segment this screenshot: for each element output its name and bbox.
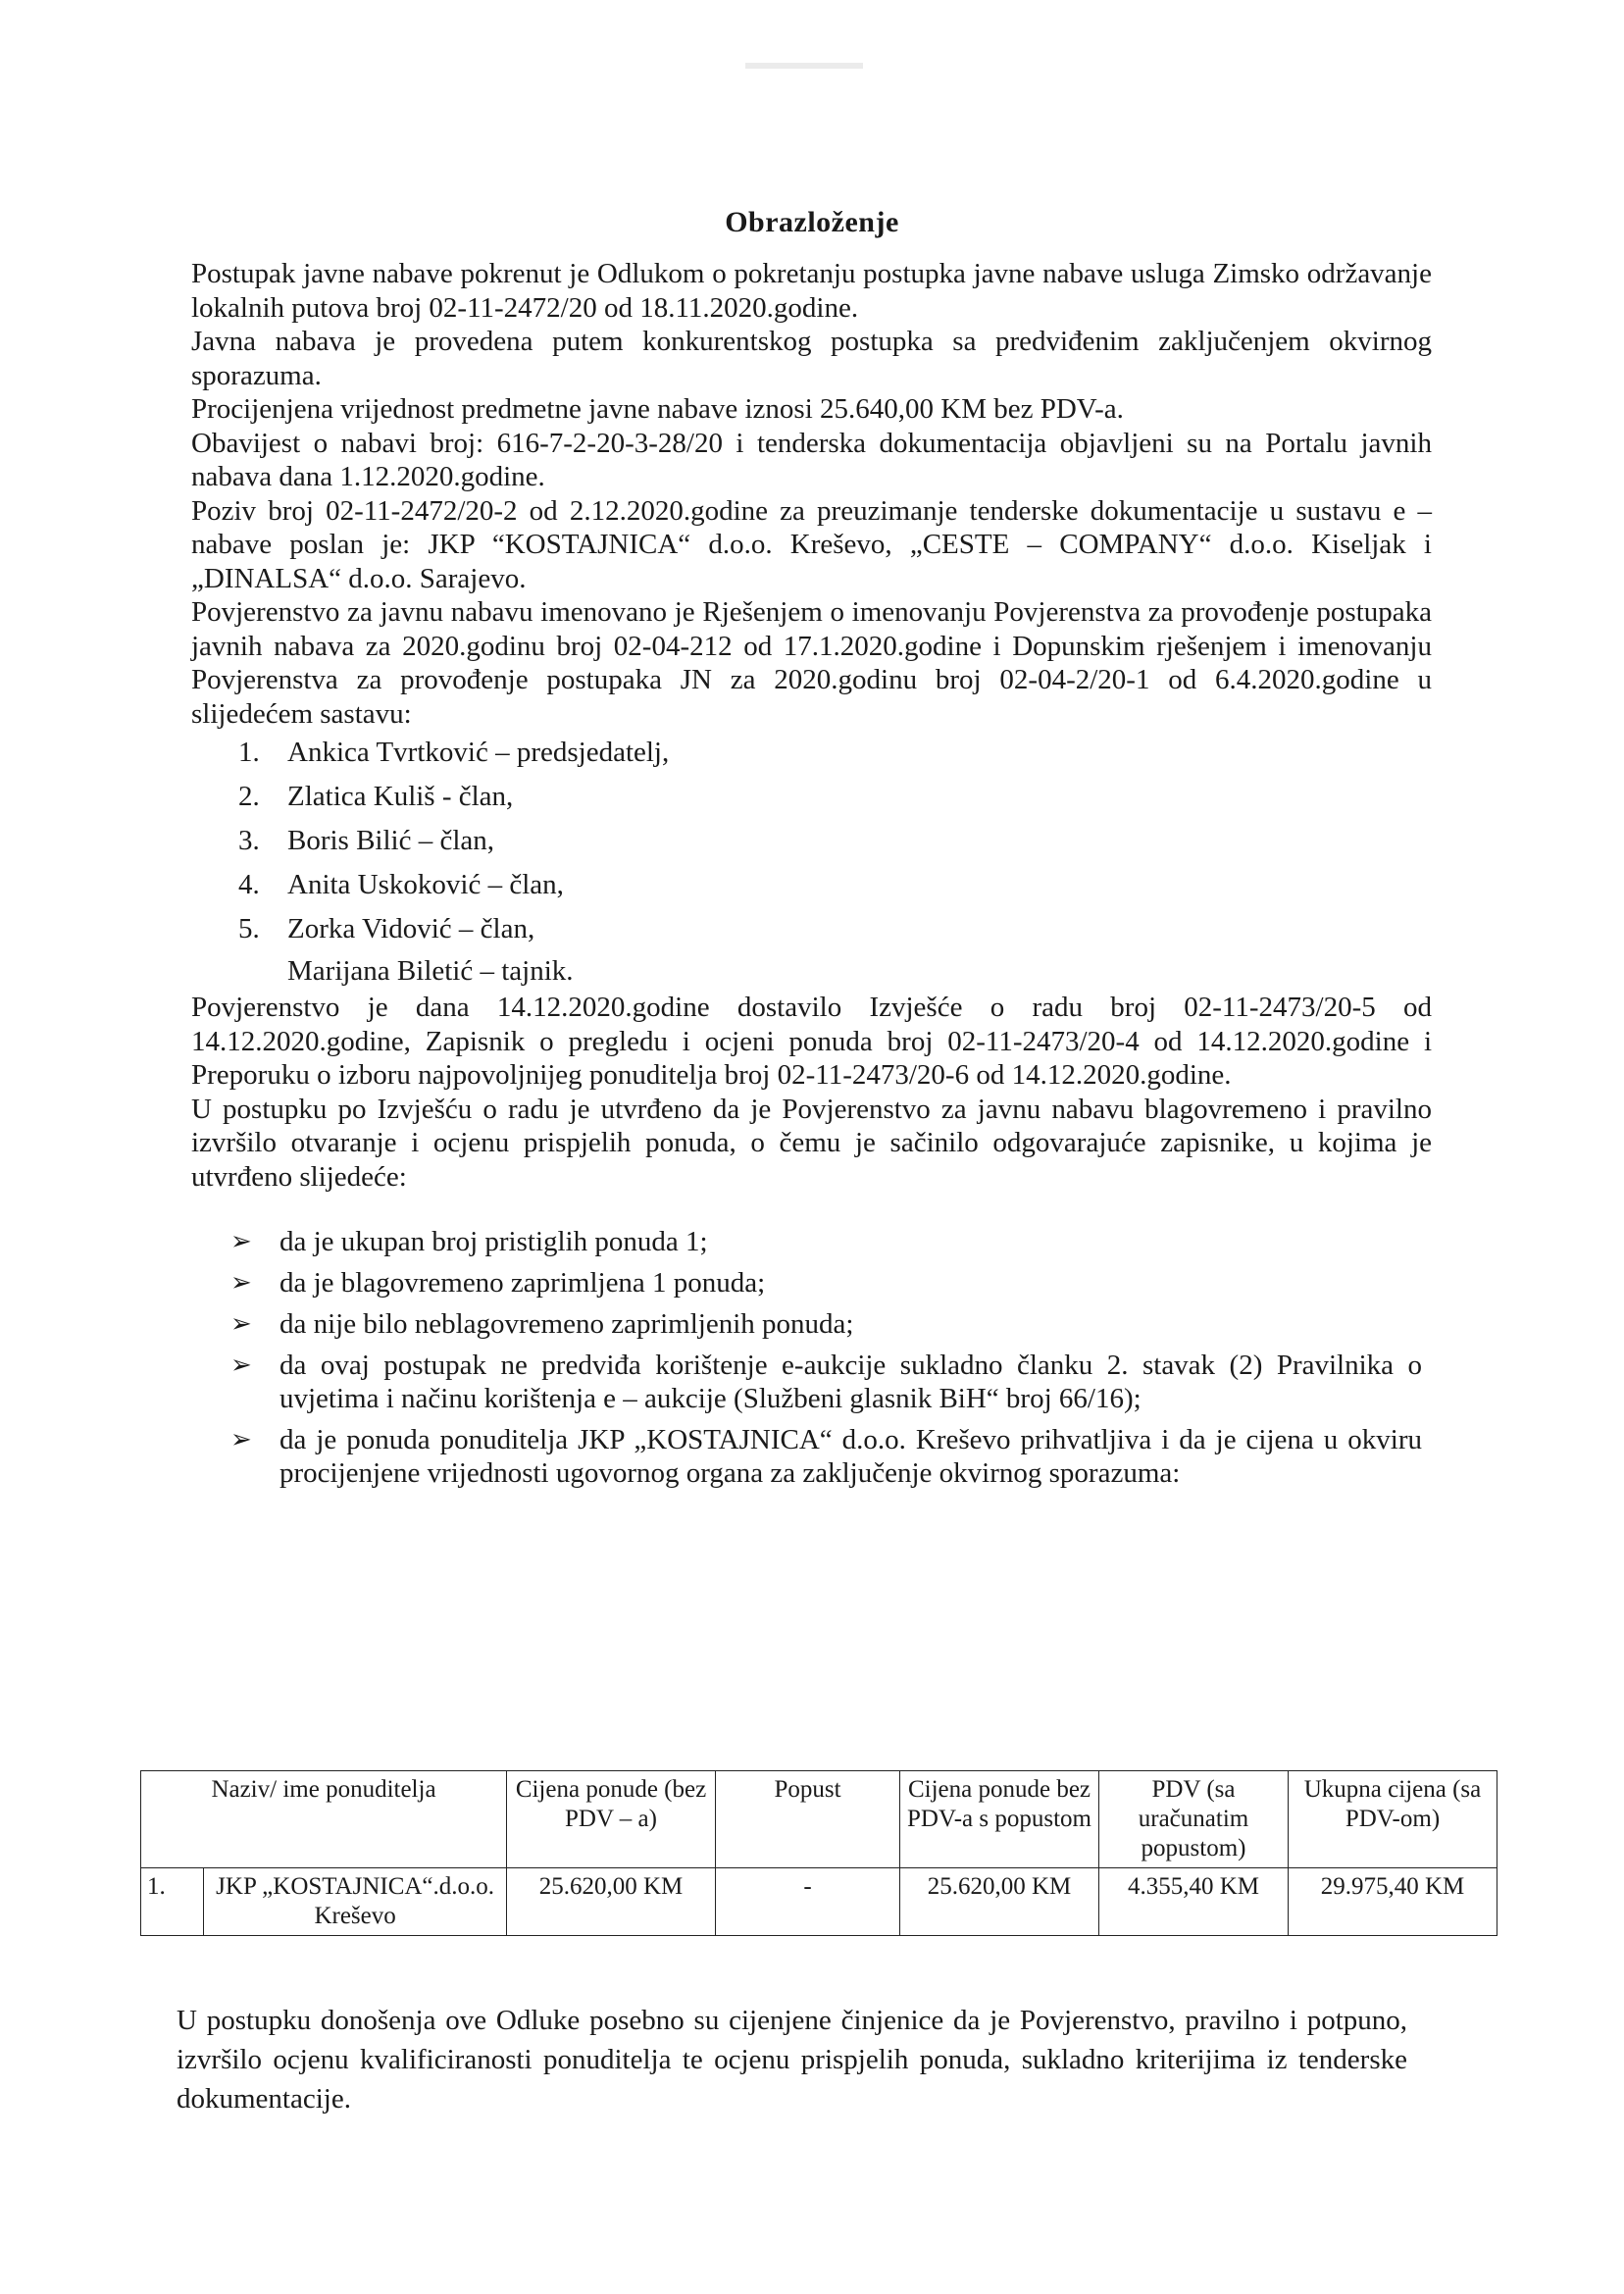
table-header-cell: Naziv/ ime ponuditelja	[141, 1771, 507, 1868]
committee-members-list	[191, 731, 1432, 991]
table-header-cell: Ukupna cijena (sa PDV-om)	[1289, 1771, 1497, 1868]
table-cell-num: 1.	[141, 1868, 204, 1936]
list-item: Marijana Biletić – tajnik.	[287, 955, 574, 987]
table-cell-discount: -	[716, 1868, 900, 1936]
table-header-cell: PDV (sa uračunatim popustom)	[1099, 1771, 1289, 1868]
list-item: 5. Zorka Vidović – član,	[238, 913, 535, 944]
arrowhead-icon: ➢	[230, 1351, 252, 1379]
paragraph: Procijenjena vrijednost predmetne javne nabave iznosi 25.640,00 KM bez PDV-a.	[191, 393, 1124, 425]
table-cell-total: 29.975,40 KM	[1289, 1868, 1497, 1936]
document-title: Obrazloženje	[725, 206, 899, 238]
bids-table-wrapper	[140, 1770, 1497, 1936]
paragraph: Povjerenstvo je dana 14.12.2020.godine dostavilo Izvješće o radu broj 02-11-2473/20-5 od 14.12.2020.godine, Zapisnik o pregledu i ocjeni ponuda broj 02-11-2473/20-4 od 14.12.2020.godine i Preporuku o izboru najpovoljnijeg ponuditelja broj 02-11-2473/20-6 od 14.12.2020.godine.	[191, 992, 1432, 1091]
list-item: 4. Anita Uskoković – član,	[238, 869, 564, 900]
arrowhead-icon: ➢	[230, 1227, 252, 1255]
paragraph: Javna nabava je provedena putem konkurentskog postupka sa predviđenim zaključenjem okvirnog sporazuma.	[191, 326, 1432, 391]
bids-table	[140, 1770, 1497, 1936]
arrowhead-icon: ➢	[230, 1309, 252, 1338]
closing-paragraph: U postupku donošenja ove Odluke posebno su cijenjene činjenice da je Povjerenstvo, pravilno i potpuno, izvršilo ocjenu kvalificiranosti ponuditelja te ocjenu prispjelih ponuda, sukladno kriterijima iz tenderske dokumentacije.	[177, 2005, 1407, 2115]
list-item: 3. Boris Bilić – član,	[238, 825, 495, 856]
table-header-cell: Popust	[716, 1771, 900, 1868]
table-header-cell: Cijena ponude bez PDV-a s popustom	[900, 1771, 1099, 1868]
arrowhead-icon: ➢	[230, 1268, 252, 1297]
table-cell-price: 25.620,00 KM	[507, 1868, 716, 1936]
table-cell-name: JKP „KOSTAJNICA“.d.o.o. Kreševo	[204, 1868, 507, 1936]
paragraph: Poziv broj 02-11-2472/20-2 od 2.12.2020.godine za preuzimanje tenderske dokumentacije u sustavu e – nabave poslan je: JKP “KOSTAJNICA“ d.o.o. Kreševo, „CESTE – COMPANY“ d.o.o. Kiseljak i „DINALSA“ d.o.o. Sarajevo.	[191, 494, 1432, 594]
scan-smudge	[745, 57, 863, 75]
paragraph: Povjerenstvo za javnu nabavu imenovano je Rješenjem o imenovanju Povjerenstva za provođenje postupaka javnih nabava za 2020.godinu broj 02-04-212 od 17.1.2020.godine i Dopunskim rješenjem i imenovanju Povjerenstva za provođenje postupaka JN za 2020.godinu broj 02-04-2/20-1 od 6.4.2020.godine u slijedećem sastavu:	[191, 596, 1432, 730]
document-body	[191, 257, 1432, 1498]
paragraph: Obavijest o nabavi broj: 616-7-2-20-3-28/20 i tenderska dokumentacija objavljeni su na Portalu javnih nabava dana 1.12.2020.godine.	[191, 427, 1432, 492]
arrowhead-icon: ➢	[230, 1425, 252, 1453]
list-item: ➢ da je blagovremeno zaprimljena 1 ponuda;	[230, 1267, 766, 1299]
list-item: ➢ da je ukupan broj pristiglih ponuda 1;	[230, 1226, 708, 1257]
list-item: ➢ da nije bilo neblagovremeno zaprimljenih ponuda;	[230, 1308, 854, 1340]
list-item: 1. Ankica Tvrtković – predsjedatelj,	[238, 737, 670, 768]
table-cell-vat: 4.355,40 KM	[1099, 1868, 1289, 1936]
table-row	[141, 1868, 1497, 1936]
list-item: ➢ da ovaj postupak ne predviđa korištenje e-aukcije sukladno članku 2. stavak (2) Pravilnika o uvjetima i načinu korištenja e – aukcije (Službeni glasnik BiH“ broj 66/16);	[230, 1350, 1422, 1414]
list-item: 2. Zlatica Kuliš - član,	[238, 781, 514, 812]
table-cell-price-discount: 25.620,00 KM	[900, 1868, 1099, 1936]
table-header-row	[141, 1771, 1497, 1868]
list-item: ➢ da je ponuda ponuditelja JKP „KOSTAJNICA“ d.o.o. Kreševo prihvatljiva i da je cijena u okviru procijenjene vrijednosti ugovornog organa za zaključenje okvirnog sporazuma:	[230, 1424, 1422, 1489]
findings-list	[191, 1225, 1432, 1490]
paragraph: U postupku po Izvješću o radu je utvrđeno da je Povjerenstvo za javnu nabavu blagovremeno i pravilno izvršilo otvaranje i ocjenu prispjelih ponuda, o čemu je sačinilo odgovarajuće zapisnike, u kojima je utvrđeno slijedeće:	[191, 1093, 1432, 1193]
table-header-cell: Cijena ponude (bez PDV – a)	[507, 1771, 716, 1868]
paragraph: Postupak javne nabave pokrenut je Odlukom o pokretanju postupka javne nabave usluga Zimsko održavanje lokalnih putova broj 02-11-2472/20 od 18.11.2020.godine.	[191, 258, 1432, 324]
